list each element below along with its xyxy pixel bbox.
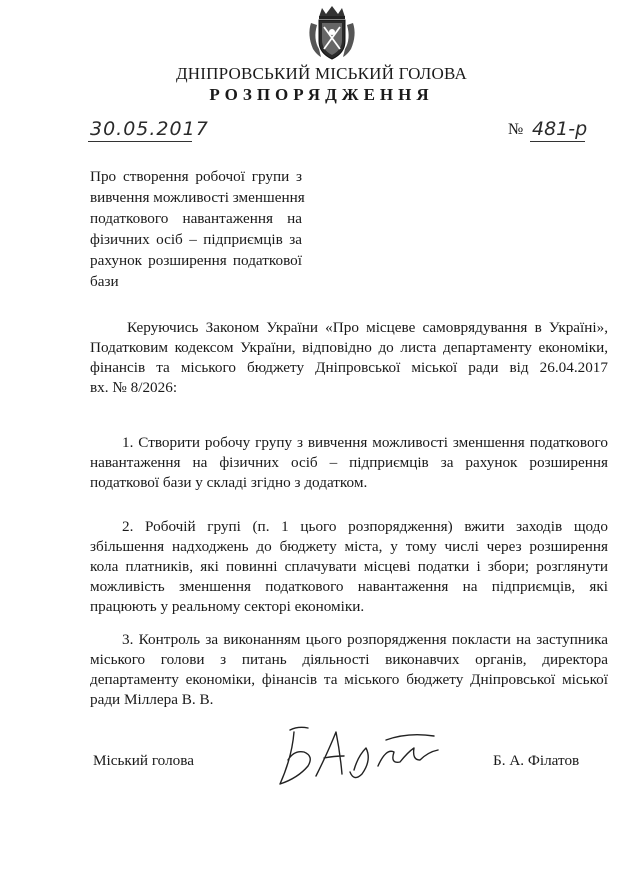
item-1-line: податкової бази у складі згідно з додатком. (90, 474, 368, 491)
document-type: РОЗПОРЯДЖЕННЯ (209, 85, 434, 104)
subject-line: рахунок розширення податкової (90, 252, 302, 269)
document-date: 30.05.2017 (90, 118, 209, 140)
item-3-line: департаменту економіки, фінансів та міського бюджету Дніпровської міської (90, 671, 608, 688)
coat-of-arms-icon (305, 5, 359, 61)
subject-line: вивчення можливості зменшення (90, 189, 305, 206)
number-underline (530, 141, 585, 142)
org-title: ДНІПРОВСЬКИЙ МІСЬКИЙ ГОЛОВА (176, 64, 467, 83)
subject-line: фізичних осіб – підприємців за (90, 231, 302, 248)
date-underline (88, 141, 192, 142)
item-1-line: навантаження на фізичних осіб – підприємців за рахунок розширення (90, 454, 608, 471)
preamble-line: Керуючись Законом України «Про місцеве самоврядування в Україні», (127, 319, 608, 336)
preamble-line: Податковим кодексом України, відповідно до листа департаменту економіки, (90, 339, 608, 356)
number-sign: № (508, 121, 524, 138)
item-2-line: збільшення надходжень до бюджету міста, у тому числі через розширення (90, 538, 608, 555)
signature-icon (258, 712, 458, 797)
subject-line: бази (90, 273, 119, 290)
subject-line: Про створення робочої групи з (90, 168, 302, 185)
item-3-line: міського голови з питань діяльності виконавчих органів, директора (90, 651, 608, 668)
preamble-line: фінансів та міського бюджету Дніпровської міської ради від 26.04.2017 (90, 359, 608, 376)
item-3-line: 3. Контроль за виконанням цього розпорядження покласти на заступника (122, 631, 608, 648)
item-2-line: можливість зменшення податкового навантаження на підприємців, які (90, 578, 608, 595)
item-1-line: 1. Створити робочу групу з вивчення можливості зменшення податкового (122, 434, 608, 451)
signatory-name: Б. А. Філатов (493, 752, 580, 769)
item-2-line: працюють у реальному секторі економіки. (90, 598, 365, 615)
document-number: 481-р (532, 118, 588, 140)
item-2-line: кола платників, які повинні сплачувати місцеві податки і збори; розглянути (90, 558, 608, 575)
preamble-line: вх. № 8/2026: (90, 379, 178, 396)
signatory-title: Міський голова (93, 752, 194, 769)
subject-line: податкового навантаження на (90, 210, 302, 227)
item-3-line: ради Міллера В. В. (90, 691, 214, 708)
item-2-line: 2. Робочій групі (п. 1 цього розпорядження) вжити заходів щодо (122, 518, 608, 535)
